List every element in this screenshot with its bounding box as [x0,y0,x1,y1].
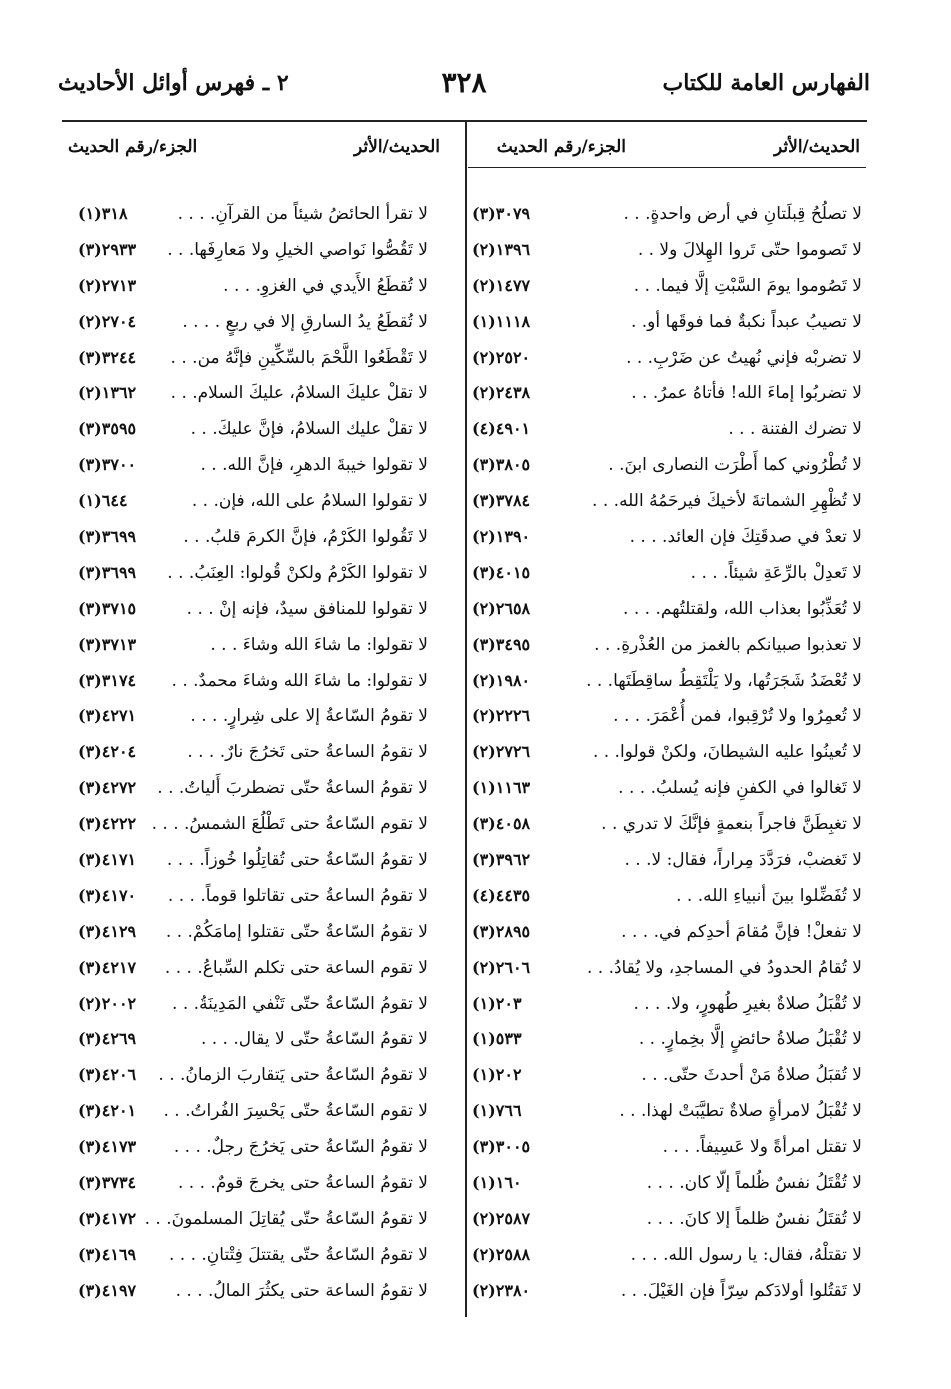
volume-hadith-number: (٢)٢٥٨٨ [472,1244,531,1264]
right-column [468,122,866,1301]
volume-hadith-number: (٣)٢٨٩٥ [472,921,531,941]
index-entry [468,309,866,345]
hadith-incipit: لا تقومُ السّاعةُ إلا على شِرارٍ. . . . [190,706,428,727]
index-entry [468,273,866,309]
index-entry [468,452,866,488]
index-entry [468,1062,866,1098]
volume-hadith-number: (١)٥٣٣ [472,1029,522,1049]
hadith-incipit: لا تقومُ السّاعةُ حتّى تقتلوا إمامَكُمْ. . . [165,921,428,942]
index-entry [62,1170,464,1206]
index-entry [62,739,464,775]
index-entry [62,883,464,919]
hadith-incipit: لا تقرأ الحائضُ شيئاً من القرآنِ. . . . [177,204,428,224]
right-entries [468,201,866,1314]
index-entry [62,1278,464,1314]
volume-hadith-number: (٣)٤١٢٩ [78,921,137,941]
index-entry [62,273,464,309]
index-entry [62,416,464,452]
volume-hadith-number: (٢)١٩٨٠ [472,670,531,690]
volume-hadith-number: (١)٣١٨ [78,204,128,223]
hadith-incipit: لا تقومُ السّاعةُ حتى تُقاتِلُوا خُوزاً. . . . [166,850,428,871]
volume-hadith-number: (٣)٤١٧٣ [78,1137,137,1157]
hadith-incipit: لا تقولوا السلامُ على الله، فإن. . . [191,491,428,512]
volume-hadith-number: (٢)١٣٩٦ [472,239,531,259]
column-divider [465,122,467,1317]
volume-hadith-number: (٣)٤٢٠٦ [78,1065,137,1085]
index-entry [468,237,866,273]
index-entry [62,919,464,955]
volume-hadith-number: (٣)٣٧١٥ [78,598,137,618]
index-entry [62,524,464,560]
volume-hadith-number: (٢)١٤٧٧ [472,275,531,295]
hadith-incipit: لا تقولوا خيبةَ الدهرِ، فإنَّ الله. . . [200,455,428,476]
hadith-incipit: لا تُعْضَدُ شَجَرَتُها، ولا يَلْتَقِطُ ساقِطَتَها. . . [586,670,862,691]
volume-hadith-number: (٣)٣٠٠٥ [472,1137,531,1157]
hadith-incipit: لا تُعَذِّبُوا بعذاب الله، ولقتلتُهم. . . . [623,598,862,619]
index-entry [62,775,464,811]
volume-hadith-number: (٣)٣٧٠٠ [78,455,137,475]
index-entry [468,1206,866,1242]
reference-header: الجزء/رقم الحديث [68,137,198,157]
right-column-header [468,122,866,166]
index-entry [62,991,464,1027]
hadith-incipit: لا تقوم السّاعةُ حتى تَطْلُعَ الشمسُ. . . . [151,814,428,835]
volume-hadith-number: (٣)٣٧٨٤ [472,491,531,511]
index-entry [62,1134,464,1170]
hadith-incipit: لا تُقامُ الحدودُ في المساجدِ، ولا يُقادُ. . . [586,957,862,978]
index-entry [468,345,866,381]
index-entry [62,668,464,704]
volume-hadith-number: (١)٦٤٤ [78,491,128,511]
hadith-incipit: لا تُقْبَلُ صلاةٌ بغيرِ طُهورٍ، ولا. . . . [633,993,862,1014]
index-entry [468,991,866,1027]
hadith-incipit: لا تُقْتَلُ نفسٌ ظُلماً إلّا كان. . . . [646,1173,862,1194]
index-entry [62,201,464,237]
volume-hadith-number: (٢)٢٧٠٤ [78,311,137,331]
volume-hadith-number: (٣)٣٨٠٥ [472,455,531,475]
volume-hadith-number: (٣)٣٧٣٤ [78,1173,137,1193]
volume-hadith-number: (٢)٢٦٠٦ [472,957,531,977]
hadith-incipit: لا تَغضبْ، فرَدَّدَ مِراراً، فقال: لا. . . [624,850,862,871]
hadith-incipit: لا تصيبُ عبداً نكبةٌ فما فوقَها أو. . [630,311,862,332]
hadith-incipit: لا تقتل امرأةً ولا عَسِيفاً. . . . [662,1137,862,1158]
index-entry [468,668,866,704]
hadith-incipit: لا تعذبوا صبيانكم بالغمز من العُذْرةِ. . . [594,634,862,655]
volume-hadith-number: (٢)٢٧٢٦ [472,742,531,762]
hadith-incipit: لا تُقطَعُ الأَيدي في الغزوِ. . . . [223,275,428,296]
volume-hadith-number: (١)٢٠٣ [472,993,522,1013]
column-header-rule [468,167,866,168]
index-entry [468,811,866,847]
index-entry [468,560,866,596]
hadith-incipit: لا تَعدِلْ بالرِّعَةِ شيئاً. . . . [690,562,862,583]
volume-hadith-number: (٢)٢٢٢٦ [472,706,531,726]
volume-hadith-number: (٣)٤١٧١ [78,850,137,870]
hadith-incipit: لا تُقتَلُ نفسٌ ظلماً إلا كانَ. . . . [646,1208,862,1229]
index-entry [468,883,866,919]
hadith-incipit: لا تقومُ الساعةُ حتى تَخرُجَ نارٌ. . . . [187,742,428,763]
index-entry [62,1062,464,1098]
hadith-incipit: لا تَقتُلوا أولادَكم سِرّاً فإن الغَيْلَ. . . [620,1280,862,1301]
index-entry [468,596,866,632]
hadith-incipit: لا تَقْطَعُوا اللَّحْمَ بالسِّكِّينِ فإنَّهُ من. . . [170,347,428,368]
left-entries [62,201,464,1314]
hadith-incipit: لا تُقطَعُ يدُ السارقِ إلا في ربعٍ . . . . [182,311,428,332]
hadith-incipit: لا تَصوموا حتّى تَروا الهِلالَ ولا . . [637,239,862,260]
volume-hadith-number: (٣)٤٠١٥ [472,562,531,582]
index-entry [468,1134,866,1170]
page-number: ٣٢٨ [441,66,487,99]
volume-hadith-number: (٣)٤١٦٩ [78,1244,137,1264]
hadith-incipit: لا تُقبَلُ صلاةُ مَنْ أحدثَ حتّى. . . [641,1065,862,1086]
hadith-incipit: لا تقولوا: ما شاءَ الله وشاءَ محمدٌ. . . [171,670,428,691]
hadith-incipit: لا تَقُولوا الكَرْمُ، فإنَّ الكرمَ قلبُ. . . [183,527,428,548]
volume-hadith-number: (٣)٤١٩٧ [78,1280,137,1300]
volume-hadith-number: (٢)١٣٩٠ [472,527,531,547]
index-entry [468,201,866,237]
volume-hadith-number: (٣)٣٠٧٩ [472,204,531,223]
hadith-incipit: لا تقتلْهُ، فقال: يا رسول الله. . . . [630,1244,862,1265]
volume-hadith-number: (١)١١٦٣ [472,778,531,798]
volume-hadith-number: (١)١١١٨ [472,311,531,331]
hadith-incipit: لا تقولوا: ما شاءَ الله وشاءَ . . . [210,634,428,655]
running-head [58,66,870,110]
left-column-header [62,122,464,166]
volume-hadith-number: (١)١٦٠ [472,1173,522,1193]
hadith-incipit: لا تغبِطَنَّ فاجراً بنعمةٍ فإنَّكَ لا تدري . . [601,814,862,835]
index-entry [468,703,866,739]
index-entry [468,1278,866,1314]
hadith-incipit: لا تُقْبَلُ صلاةُ حائضٍ إلَّا بخِمارٍ. . . [638,1029,862,1050]
index-entry [62,847,464,883]
index-entry [468,1026,866,1062]
hadith-incipit: لا تقومُ الساعةُ حتى يخرجَ قومٌ. . . . [178,1173,428,1194]
index-entry [62,1242,464,1278]
index-entry [62,452,464,488]
hadith-incipit: لا تقومُ السّاعةُ حتّى يُقاتِلَ المسلمونَ. . . [144,1208,428,1229]
hadith-incipit: لا تضرك الفتنة . . . [728,419,862,440]
volume-hadith-number: (٣)٣١٧٤ [78,670,137,690]
index-entry [62,560,464,596]
volume-hadith-number: (٣)٤١٧٠ [78,885,137,905]
volume-hadith-number: (٣)٣٥٩٥ [78,419,137,439]
hadith-incipit: لا تُطْرُوني كما أَطْرَت النصارى ابنَ. . [608,455,862,476]
hadith-incipit: لا تعدْ في صدقَتِكَ فإن العائد. . . . [629,527,862,548]
index-entry [62,309,464,345]
index-entry [62,811,464,847]
volume-hadith-number: (٣)٤٢٧١ [78,706,137,726]
hadith-header: الحديث/الأثر [354,137,440,157]
hadith-incipit: لا تُعمِرُوا ولا تُرْقِبوا، فمن أُعْمَرَ. . . . [613,706,862,727]
volume-hadith-number: (٢)٢٥٢٠ [472,347,531,367]
hadith-incipit: لا تقولوا الكَرْمُ ولكنْ قُولوا: العِنَبُ. . . [167,562,428,583]
volume-hadith-number: (٢)١٣٦٢ [78,383,137,403]
index-entry [468,1170,866,1206]
hadith-incipit: لا تقومُ السّاعةُ حتّى لا يقال. . . . [200,1029,428,1050]
volume-hadith-number: (٣)٤٢٦٩ [78,1029,137,1049]
index-entry [62,703,464,739]
index-entry [62,1026,464,1062]
index-entry [468,488,866,524]
hadith-incipit: لا تقلْ عليك السلامُ، فإنَّ عليكَ. . . [190,419,428,440]
volume-hadith-number: (٢)٢٥٨٧ [472,1208,531,1228]
volume-hadith-number: (٢)٢٤٣٨ [472,383,531,403]
hadith-incipit: لا تَقُصُّوا نَواصي الخيلِ ولا مَعارِفَها. . . [167,239,428,260]
hadith-incipit: لا تقومُ السّاعةُ حتى يَخرُجَ رجلٌ. . . . [173,1137,428,1158]
index-entry [468,1242,866,1278]
hadith-incipit: لا تقومُ الساعة حتى يكثُرَ المالُ. . . . [175,1280,428,1301]
index-entry [468,919,866,955]
index-entry [468,775,866,811]
index-entry [62,1098,464,1134]
hadith-incipit: لا تقلْ عليكَ السلامُ، عليكَ السلام. . . [170,383,428,404]
hadith-incipit: لا تضربُوا إماءَ الله! فأتاهُ عمرُ. . . [631,383,862,404]
volume-hadith-number: (٢)٢٣٨٠ [472,1280,531,1300]
volume-hadith-number: (١)٢٠٢ [472,1065,522,1085]
index-entry [62,380,464,416]
volume-hadith-number: (٣)٢٩٣٣ [78,239,137,259]
hadith-incipit: لا تقوم الساعة حتى تكلم السِّباعُ. . . . [164,957,428,978]
hadith-incipit: لا تقوم السّاعةُ حتّى يَحْسِرَ الفُراتُ. . . [163,1101,428,1122]
index-entry [468,524,866,560]
index-entry [62,596,464,632]
volume-hadith-number: (٣)٤٠٥٨ [472,814,531,834]
index-entry [468,416,866,452]
volume-hadith-number: (٣)٤٢٢٢ [78,814,137,834]
volume-hadith-number: (٤)٤٩٠١ [472,419,531,439]
reference-header: الجزء/رقم الحديث [496,137,626,157]
hadith-incipit: لا تُظْهِرِ الشماتةَ لأخيكَ فيرحَمُهُ الله. . . [592,491,862,512]
index-entry [468,847,866,883]
index-entry [62,345,464,381]
volume-hadith-number: (٣)٤٢٠١ [78,1101,137,1121]
volume-hadith-number: (٣)٣٦٩٩ [78,562,137,582]
volume-hadith-number: (٢)٢٧١٣ [78,275,137,295]
volume-hadith-number: (٣)٣٧١٣ [78,634,137,654]
index-entry [62,488,464,524]
index-entry [62,237,464,273]
volume-hadith-number: (٢)٢٦٥٨ [472,598,531,618]
index-entry [62,632,464,668]
volume-hadith-number: (١)٧٦٦ [472,1101,522,1121]
hadith-incipit: لا تقومُ الساعةُ حتّى تضطربَ أَلياتُ. . . [157,778,428,799]
index-entry [468,380,866,416]
hadith-incipit: لا تَصُوموا يومَ السَّبْتِ إلَّا فيما. . . [633,275,862,296]
index-entry [62,1206,464,1242]
left-column [62,122,464,1301]
hadith-incipit: لا تُعينُوا عليه الشيطانَ، ولكنْ قولوا. . . [592,742,862,763]
hadith-incipit: لا تقومُ الساعةُ حتى تقاتلوا قوماً. . . . [167,885,428,906]
book-section-title: الفهارس العامة للكتاب [662,70,870,96]
volume-hadith-number: (٤)٤٤٣٥ [472,885,531,905]
hadith-incipit: لا تقومُ السّاعةُ حتّى تَنْفي المَدِينَةُ. . . [172,993,428,1014]
hadith-incipit: لا تقومُ السّاعةُ حتّى يقتتلَ فِتْتانِ. . . . [168,1244,428,1265]
hadith-incipit: لا تُقْبَلُ لامرأةٍ صلاةٌ تطيَّبَتْ لهذا. . . [619,1101,862,1122]
index-entry [468,955,866,991]
index-entry [468,632,866,668]
volume-hadith-number: (٣)٤٢٧٢ [78,778,137,798]
volume-hadith-number: (٣)٣٤٩٥ [472,634,531,654]
volume-hadith-number: (٣)٣٦٩٩ [78,527,137,547]
volume-hadith-number: (٣)٤١٧٢ [78,1208,137,1228]
hadith-incipit: لا تقولوا للمنافق سيدٌ، فإنه إنْ . . . [186,598,428,619]
hadith-header: الحديث/الأثر [774,137,860,157]
hadith-incipit: لا تقومُ السّاعةُ حتى يَتقاربَ الزمانُ. . . [158,1065,428,1086]
index-entry [468,1098,866,1134]
index-entry [62,955,464,991]
volume-hadith-number: (٣)٤٢١٧ [78,957,137,977]
hadith-incipit: لا تُفَضِّلوا بينَ أنبياءِ الله. . . [676,885,862,906]
volume-hadith-number: (٣)٣٩٦٢ [472,850,531,870]
volume-hadith-number: (٣)٤٢٠٤ [78,742,137,762]
volume-hadith-number: (٣)٣٢٤٤ [78,347,137,367]
hadith-incipit: لا تضربْه فإني نُهيتُ عن ضَرْبِ. . . [626,347,862,368]
index-entry [468,739,866,775]
hadith-incipit: لا تصلُحُ قِبلَتانِ في أرض واحدةٍ. . . [623,204,862,224]
index-title: ٢ ـ فهرس أوائل الأحاديث [58,70,289,96]
volume-hadith-number: (٢)٢٠٠٢ [78,993,137,1013]
hadith-incipit: لا تَغالوا في الكفنِ فإنه يُسلبُ. . . . [618,778,862,799]
hadith-incipit: لا تفعلْ! فإنَّ مُقامَ أحدِكم في. . . . [621,921,862,942]
